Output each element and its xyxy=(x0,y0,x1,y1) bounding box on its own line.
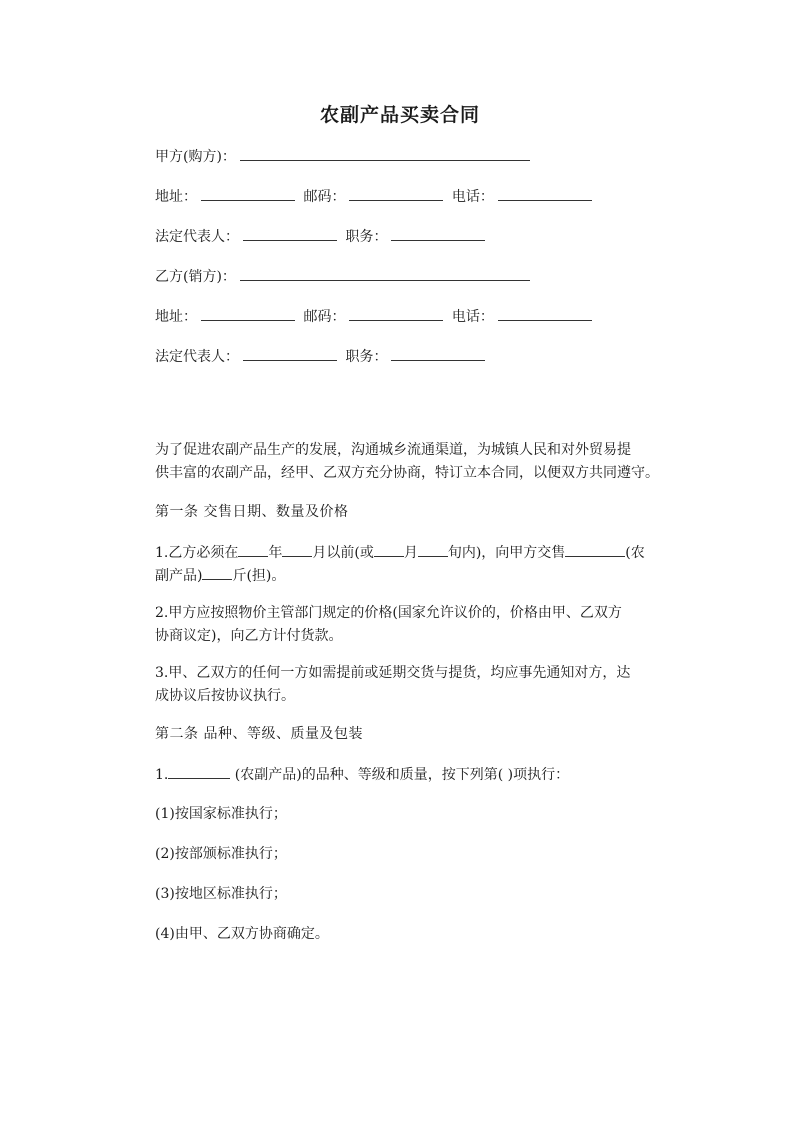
article-1-heading: 第一条 交售日期、数量及价格 xyxy=(155,504,349,520)
party-a-phone-label: 电话： xyxy=(451,189,494,205)
party-a-name-row xyxy=(155,146,534,166)
party-b-zip-field[interactable] xyxy=(349,306,443,321)
item-text: 1.乙方必须在 xyxy=(155,545,239,561)
article-1-item-1-line-2 xyxy=(155,565,285,586)
article-1-item-3-line-2: 成协议后按协议执行。 xyxy=(155,688,295,704)
product-blank[interactable] xyxy=(565,542,625,557)
article-1-item-2-line-2: 协商议定)，向乙方计付货款。 xyxy=(155,628,343,644)
item-text: 月 xyxy=(403,545,418,561)
year-blank[interactable] xyxy=(238,542,268,557)
article-1-item-3-line-1: 3.甲、乙双方的任何一方如需提前或延期交货与提货，均应事先通知对方，达 xyxy=(155,665,631,681)
party-a-position-label: 职务： xyxy=(345,229,388,245)
article-2-option-1: (1)按国家标准执行； xyxy=(155,806,287,822)
party-b-position-label: 职务： xyxy=(345,349,388,365)
article-2-heading: 第二条 品种、等级、质量及包装 xyxy=(155,726,363,742)
party-a-rep-label: 法定代表人： xyxy=(155,229,239,245)
party-a-position-field[interactable] xyxy=(391,226,485,241)
party-b-name-label: 乙方(销方)： xyxy=(155,269,236,285)
party-b-position-field[interactable] xyxy=(391,346,485,361)
alt-month-blank[interactable] xyxy=(374,542,404,557)
party-a-address-label: 地址： xyxy=(155,189,197,205)
month-blank[interactable] xyxy=(282,542,312,557)
party-b-phone-field[interactable] xyxy=(498,306,592,321)
document-title: 农副产品买卖合同 xyxy=(319,104,480,126)
item-text: 旬内)，向甲方交售 xyxy=(447,545,566,561)
item-text: (农副产品)的品种、等级和质量，按下列第( )项执行： xyxy=(230,767,570,783)
preamble-line-1: 为了促进农副产品生产的发展，沟通城乡流通渠道，为城镇人民和对外贸易提 xyxy=(155,442,631,458)
party-b-contact-row xyxy=(155,306,596,326)
party-b-name-row xyxy=(155,266,534,286)
party-a-rep-row xyxy=(155,226,489,246)
party-a-rep-field[interactable] xyxy=(243,226,337,241)
preamble-line-2: 供丰富的农副产品，经甲、乙双方充分协商，特订立本合同，以便双方共同遵守。 xyxy=(155,465,659,481)
item-text: (农 xyxy=(625,545,645,561)
party-a-address-field[interactable] xyxy=(201,186,295,201)
party-b-rep-row xyxy=(155,346,489,366)
item-text: 1. xyxy=(155,767,169,783)
party-a-contact-row xyxy=(155,186,596,206)
party-a-zip-label: 邮码： xyxy=(303,189,346,205)
party-b-address-label: 地址： xyxy=(155,309,197,325)
item-text: 月以前(或 xyxy=(312,545,374,561)
item-text: 斤(担)。 xyxy=(232,568,286,584)
party-b-rep-label: 法定代表人： xyxy=(155,349,239,365)
article-2-option-2: (2)按部颁标准执行； xyxy=(155,846,287,862)
quantity-blank[interactable] xyxy=(202,565,232,580)
party-a-zip-field[interactable] xyxy=(349,186,443,201)
party-b-name-field[interactable] xyxy=(240,266,530,281)
article-2-item-1 xyxy=(155,764,569,785)
party-b-rep-field[interactable] xyxy=(243,346,337,361)
product-name-blank[interactable] xyxy=(168,764,230,779)
item-text: 年 xyxy=(268,545,283,561)
article-1-item-2-line-1: 2.甲方应按照物价主管部门规定的价格(国家允许议价的，价格由甲、乙双方 xyxy=(155,605,622,621)
party-b-zip-label: 邮码： xyxy=(303,309,346,325)
party-b-phone-label: 电话： xyxy=(451,309,494,325)
item-text: 副产品) xyxy=(155,568,203,584)
party-a-name-label: 甲方(购方)： xyxy=(155,149,236,165)
ten-day-blank[interactable] xyxy=(418,542,448,557)
article-2-option-4: (4)由甲、乙双方协商确定。 xyxy=(155,926,329,942)
article-2-option-3: (3)按地区标准执行； xyxy=(155,886,287,902)
article-1-item-1-line-1 xyxy=(155,542,645,563)
party-a-name-field[interactable] xyxy=(240,146,530,161)
party-b-address-field[interactable] xyxy=(201,306,295,321)
party-a-phone-field[interactable] xyxy=(498,186,592,201)
